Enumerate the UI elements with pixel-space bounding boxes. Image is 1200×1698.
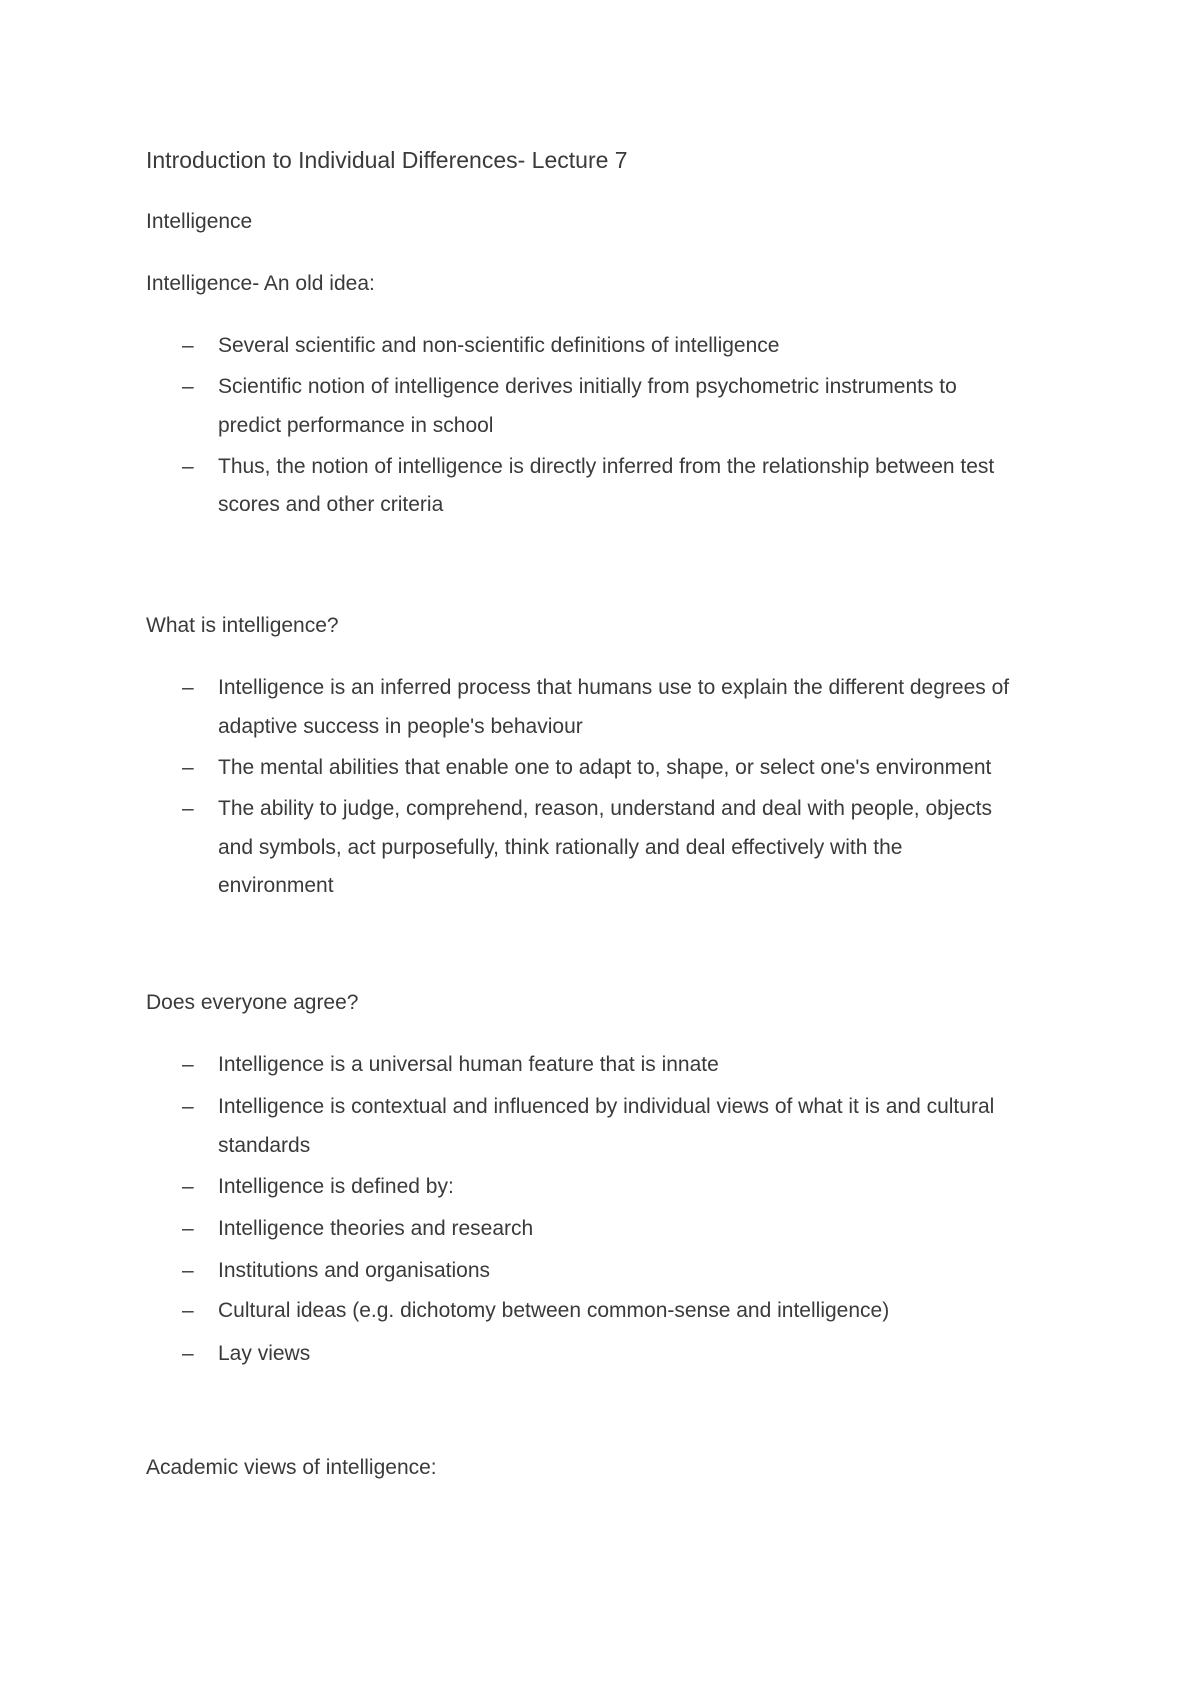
bullet-dash: –: [182, 1299, 194, 1322]
bullet-text: The ability to judge, comprehend, reason, understand and deal with people, objects: [218, 797, 993, 820]
bullet-text-continued: adaptive success in people's behaviour: [218, 715, 583, 738]
section-heading: Academic views of intelligence:: [146, 1456, 437, 1479]
bullet-dash: –: [182, 1053, 194, 1076]
bullet-dash: –: [182, 1342, 194, 1365]
bullet-dash: –: [182, 334, 194, 357]
section-heading: What is intelligence?: [146, 614, 339, 637]
bullet-dash: –: [182, 797, 194, 820]
bullet-text: The mental abilities that enable one to adapt to, shape, or select one's environment: [218, 756, 992, 779]
bullet-dash: –: [182, 1175, 194, 1198]
bullet-text-continued: environment: [218, 874, 334, 897]
bullet-text: Intelligence theories and research: [218, 1217, 534, 1240]
bullet-text: Institutions and organisations: [218, 1259, 491, 1282]
bullet-text: Intelligence is contextual and influenced by individual views of what it is and cultural: [218, 1095, 995, 1118]
bullet-dash: –: [182, 1095, 194, 1118]
bullet-text-continued: scores and other criteria: [218, 493, 444, 516]
topic-heading: Intelligence: [146, 210, 253, 233]
bullet-dash: –: [182, 1259, 194, 1282]
bullet-text: Scientific notion of intelligence derives initially from psychometric instruments to: [218, 375, 957, 398]
bullet-text: Cultural ideas (e.g. dichotomy between common-sense and intelligence): [218, 1299, 890, 1322]
bullet-dash: –: [182, 1217, 194, 1240]
bullet-text: Lay views: [218, 1342, 311, 1365]
bullet-dash: –: [182, 676, 194, 699]
bullet-text-continued: predict performance in school: [218, 414, 494, 437]
bullet-dash: –: [182, 756, 194, 779]
bullet-dash: –: [182, 375, 194, 398]
bullet-text-continued: and symbols, act purposefully, think rationally and deal effectively with the: [218, 836, 903, 859]
bullet-text: Several scientific and non-scientific definitions of intelligence: [218, 334, 780, 357]
document-title: Introduction to Individual Differences- Lecture 7: [146, 147, 628, 173]
bullet-text: Intelligence is defined by:: [218, 1175, 454, 1198]
bullet-text-continued: standards: [218, 1134, 311, 1157]
bullet-text: Intelligence is a universal human feature that is innate: [218, 1053, 719, 1076]
bullet-text: Thus, the notion of intelligence is directly inferred from the relationship between test: [218, 455, 995, 478]
bullet-text: Intelligence is an inferred process that humans use to explain the different degrees of: [218, 676, 1010, 699]
section-heading: Intelligence- An old idea:: [146, 272, 375, 295]
section-heading: Does everyone agree?: [146, 991, 359, 1014]
bullet-dash: –: [182, 455, 194, 478]
